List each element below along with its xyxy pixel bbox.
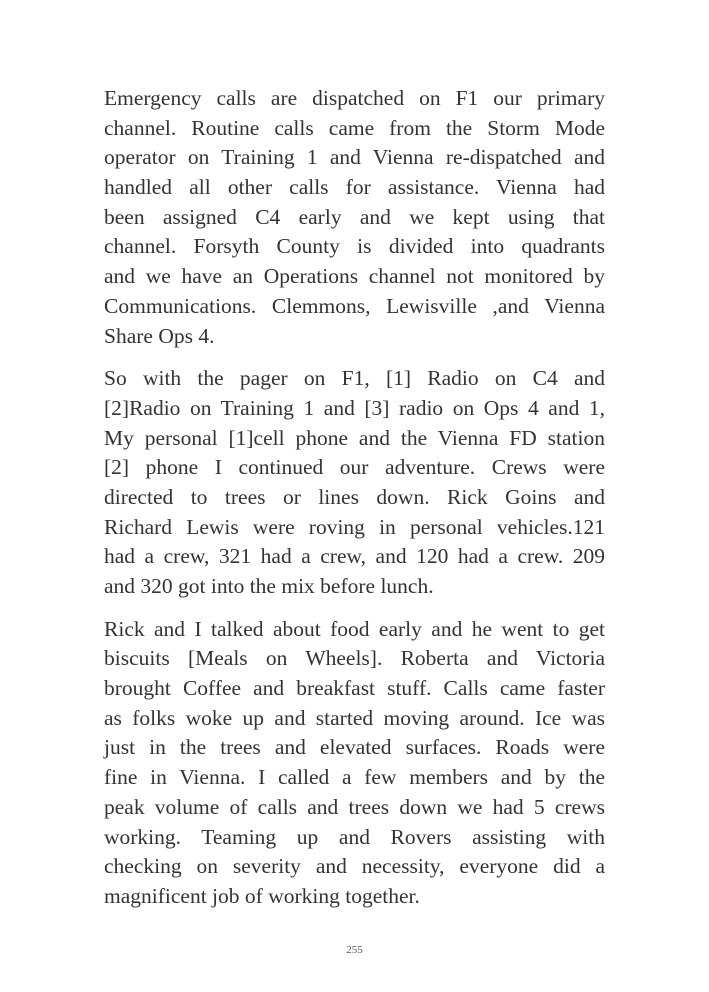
text-line: as folks woke up and started moving around. Ice was	[104, 705, 605, 730]
text-line: channel. Forsyth County is divided into quadrants	[104, 234, 605, 259]
text-line: checking on severity and necessity, everyone did a	[104, 854, 605, 879]
text-line: peak volume of calls and trees down we had 5 crews	[104, 794, 605, 819]
text-line: [2]Radio on Training 1 and [3] radio on Ops 4 and 1,	[104, 395, 605, 420]
text-line: Share Ops 4.	[104, 323, 215, 348]
paragraph	[104, 364, 605, 602]
text-line: channel. Routine calls came from the Storm Mode	[104, 115, 605, 140]
text-line: [2] phone I continued our adventure. Crews were	[104, 455, 605, 480]
text-line: So with the pager on F1, [1] Radio on C4 and	[104, 366, 605, 391]
paragraph	[104, 84, 605, 351]
text-line: magnificent job of working together.	[104, 883, 420, 908]
text-line: and 320 got into the mix before lunch.	[104, 574, 434, 598]
text-line: been assigned C4 early and we kept using that	[104, 204, 605, 229]
text-line: biscuits [Meals on Wheels]. Roberta and Victoria	[104, 646, 605, 671]
text-line: directed to trees or lines down. Rick Goins and	[104, 484, 605, 509]
text-line: Communications. Clemmons, Lewisville ,and Vienna	[104, 293, 605, 318]
text-line: Richard Lewis were roving in personal vehicles.121	[104, 514, 605, 539]
text-line: and we have an Operations channel not monitored by	[104, 264, 605, 289]
document-body	[104, 84, 605, 925]
text-line: handled all other calls for assistance. Vienna had	[104, 175, 605, 200]
text-line: had a crew, 321 had a crew, and 120 had a crew. 209	[104, 544, 605, 569]
paragraph	[104, 615, 605, 912]
text-line: My personal [1]cell phone and the Vienna FD station	[104, 425, 605, 450]
page-number: 255	[346, 944, 363, 956]
text-line: Emergency calls are dispatched on F1 our primary	[104, 86, 605, 110]
text-line: working. Teaming up and Rovers assisting with	[104, 824, 605, 849]
text-line: brought Coffee and breakfast stuff. Calls came faster	[104, 676, 605, 701]
text-line: operator on Training 1 and Vienna re-dispatched and	[104, 145, 605, 170]
text-line: fine in Vienna. I called a few members and by the	[104, 765, 605, 790]
text-line: just in the trees and elevated surfaces. Roads were	[104, 735, 605, 760]
text-line: Rick and I talked about food early and he went to get	[104, 616, 605, 641]
